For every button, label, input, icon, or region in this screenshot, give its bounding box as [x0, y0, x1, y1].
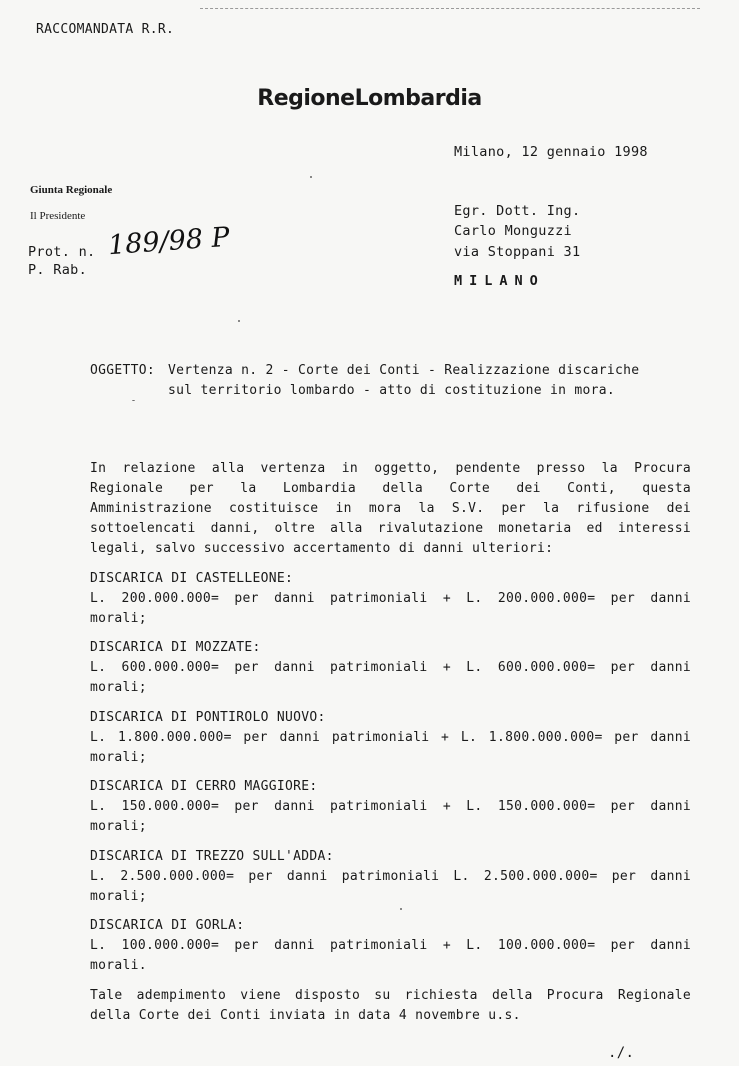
site-name: DISCARICA DI CERRO MAGGIORE: — [90, 779, 318, 794]
subject-label: OGGETTO: — [90, 363, 156, 378]
recipient-title: Egr. Dott. Ing. — [454, 203, 581, 219]
recipient-city: MILANO — [454, 273, 545, 289]
site-name: DISCARICA DI TREZZO SULL'ADDA: — [90, 849, 334, 864]
intro-line: Regionale per la Lombardia della Corte dei Conti, questa — [90, 481, 691, 496]
site-tail: morali; — [90, 889, 147, 904]
intro-line: In relazione alla vertenza in oggetto, pendente presso la Procura — [90, 461, 691, 476]
regione-lombardia-logo: RegioneLombardia — [257, 86, 482, 111]
site-amount: L. 100.000.000= per danni patrimoniali + L. 100.000.000= per danni — [90, 938, 691, 953]
site-amount: L. 200.000.000= per danni patrimoniali + L. 200.000.000= per danni — [90, 591, 691, 606]
page-continuation-mark: ./. — [608, 1045, 635, 1061]
intro-line: legali, salvo successivo accertamento di danni ulteriori: — [90, 541, 554, 556]
top-dashed-line — [200, 8, 700, 9]
site-tail: morali; — [90, 819, 147, 834]
date-line: Milano, 12 gennaio 1998 — [454, 144, 648, 160]
site-tail: morali; — [90, 750, 147, 765]
site-name: DISCARICA DI CASTELLEONE: — [90, 571, 294, 586]
protocol-label: Prot. n. — [28, 244, 96, 260]
rab-line: P. Rab. — [28, 262, 87, 278]
site-amount: L. 150.000.000= per danni patrimoniali + L. 150.000.000= per danni — [90, 799, 691, 814]
site-amount: L. 2.500.000.000= per danni patrimoniali L. 2.500.000.000= per danni — [90, 869, 691, 884]
closing-line: Tale adempimento viene disposto su richiesta della Procura Regionale — [90, 988, 691, 1003]
sender-role: Il Presidente — [30, 210, 86, 222]
subject-line-1: Vertenza n. 2 - Corte dei Conti - Realizzazione discariche — [168, 363, 640, 378]
closing-line: della Corte dei Conti inviata in data 4 novembre u.s. — [90, 1008, 521, 1023]
site-name: DISCARICA DI GORLA: — [90, 918, 245, 933]
scan-speck — [400, 908, 402, 910]
recipient-street: via Stoppani 31 — [454, 244, 581, 260]
site-amount: L. 600.000.000= per danni patrimoniali + L. 600.000.000= per danni — [90, 660, 691, 675]
protocol-number-handwritten: 189/98 P — [107, 221, 231, 262]
site-tail: morali; — [90, 680, 147, 695]
subject-line-2: sul territorio lombardo - atto di costituzione in mora. — [168, 383, 615, 398]
scan-speck — [238, 320, 240, 322]
site-amount: L. 1.800.000.000= per danni patrimoniali + L. 1.800.000.000= per danni — [90, 730, 691, 745]
intro-line: sottoelencati danni, oltre alla rivalutazione monetaria ed interessi — [90, 521, 691, 536]
intro-line: Amministrazione costituisce in mora la S.V. per la rifusione dei — [90, 501, 691, 516]
scan-speck — [310, 176, 312, 178]
site-tail: morali; — [90, 611, 147, 626]
site-name: DISCARICA DI PONTIROLO NUOVO: — [90, 710, 326, 725]
site-tail: morali. — [90, 958, 147, 973]
recipient-name: Carlo Monguzzi — [454, 223, 572, 239]
sender-office: Giunta Regionale — [30, 184, 113, 196]
scan-speck — [132, 400, 135, 401]
site-name: DISCARICA DI MOZZATE: — [90, 640, 261, 655]
delivery-note: RACCOMANDATA R.R. — [36, 22, 175, 37]
